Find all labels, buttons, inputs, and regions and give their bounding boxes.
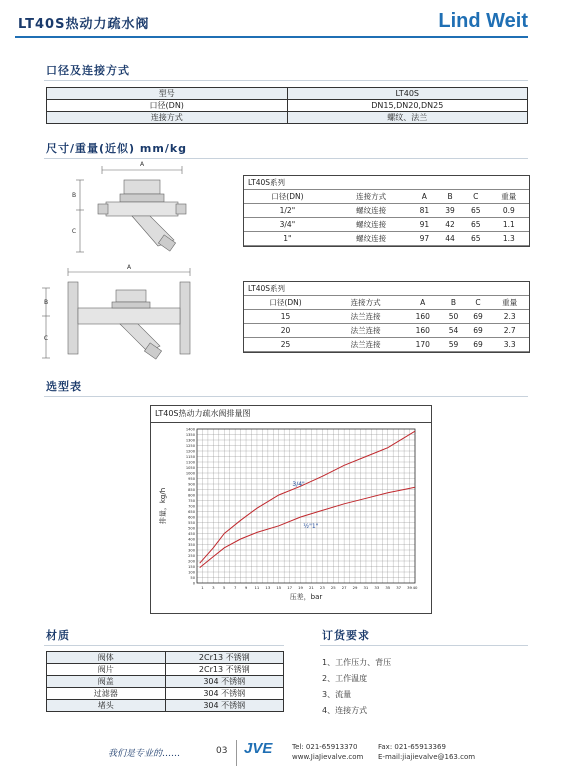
y-tick-label: 150 bbox=[188, 565, 195, 569]
x-tick-label: 13 bbox=[265, 585, 271, 590]
table-cell: 螺纹连接 bbox=[331, 232, 412, 246]
section-title-connection: 口径及连接方式 bbox=[46, 64, 130, 77]
y-tick-label: 450 bbox=[188, 532, 195, 536]
x-tick-label: 1 bbox=[201, 585, 204, 590]
footer-website: www.JiaJievalve.com bbox=[292, 753, 364, 761]
y-tick-label: 50 bbox=[190, 576, 195, 580]
y-tick-label: 1350 bbox=[185, 433, 195, 437]
x-tick-label: 37 bbox=[396, 585, 402, 590]
table-cell: 42 bbox=[437, 218, 463, 232]
x-tick-label: 25 bbox=[330, 585, 336, 590]
company-logo: JVE bbox=[244, 740, 273, 757]
x-axis-label: 压差，bar bbox=[289, 593, 323, 601]
flanged-valve-drawing bbox=[40, 262, 230, 366]
table-row bbox=[47, 88, 528, 100]
footer-slogan: 我们是专业的…… bbox=[108, 749, 181, 759]
column-header: A bbox=[412, 190, 438, 204]
table-cell: 69 bbox=[466, 338, 491, 352]
order-item: 1、工作压力、背压 bbox=[322, 658, 392, 667]
dimension-label-c: C bbox=[43, 335, 49, 342]
column-header: B bbox=[437, 190, 463, 204]
x-tick-label: 11 bbox=[254, 585, 260, 590]
section-divider bbox=[44, 396, 528, 397]
dimension-label-a: A bbox=[139, 161, 145, 168]
table-header-row bbox=[244, 296, 529, 310]
part-material: 304 不锈钢 bbox=[165, 688, 284, 700]
part-name: 阀体 bbox=[47, 652, 166, 664]
table-cell: 69 bbox=[466, 310, 491, 324]
y-tick-label: 400 bbox=[188, 537, 195, 542]
y-tick-label: 1300 bbox=[185, 438, 195, 443]
table-cell: 3/4" bbox=[244, 218, 331, 232]
material-table bbox=[46, 651, 284, 712]
table-cell: 39 bbox=[437, 204, 463, 218]
y-tick-label: 750 bbox=[188, 499, 195, 503]
y-tick-label: 1250 bbox=[185, 444, 195, 448]
table-cell: 97 bbox=[412, 232, 438, 246]
table-row bbox=[244, 310, 529, 324]
table-cell: 65 bbox=[463, 232, 489, 246]
y-tick-label: 0 bbox=[192, 581, 195, 586]
brand-logo: Lind Weit bbox=[438, 10, 528, 32]
y-tick-label: 200 bbox=[188, 559, 195, 564]
table-row bbox=[47, 652, 284, 664]
y-tick-label: 1150 bbox=[185, 455, 195, 459]
section-divider bbox=[44, 645, 284, 646]
x-tick-label: 23 bbox=[319, 585, 325, 590]
x-tick-label: 7 bbox=[233, 585, 237, 590]
dimension-label-a: A bbox=[126, 264, 132, 271]
x-tick-label: 40 bbox=[412, 585, 418, 590]
footer-divider bbox=[236, 740, 237, 766]
series-label: 3/4" bbox=[292, 481, 305, 489]
table-row bbox=[244, 218, 529, 232]
x-tick-label: 33 bbox=[374, 585, 380, 590]
footer-email: E-mail:jiajievalve@163.com bbox=[378, 753, 476, 761]
section-divider bbox=[320, 645, 528, 646]
column-header: C bbox=[463, 190, 489, 204]
y-tick-label: 600 bbox=[188, 515, 195, 520]
table-row bbox=[244, 204, 529, 218]
table-cell: 螺纹连接 bbox=[331, 218, 412, 232]
section-title-selection: 选型表 bbox=[46, 380, 82, 393]
spec-value: DN15,DN20,DN25 bbox=[287, 100, 528, 112]
y-tick-label: 1400 bbox=[185, 427, 195, 432]
table-cell: 2.7 bbox=[490, 324, 529, 338]
x-tick-label: 17 bbox=[287, 585, 293, 590]
y-tick-label: 950 bbox=[188, 477, 195, 481]
column-header: 重量 bbox=[489, 190, 529, 204]
order-item: 3、流量 bbox=[322, 690, 352, 699]
threaded-valve-drawing bbox=[62, 160, 222, 260]
y-tick-label: 250 bbox=[188, 554, 195, 558]
dimension-label-b: B bbox=[43, 299, 49, 306]
table-row bbox=[47, 688, 284, 700]
table-cell: 81 bbox=[412, 204, 438, 218]
part-name: 阀片 bbox=[47, 664, 166, 676]
table-cell: 91 bbox=[412, 218, 438, 232]
y-tick-label: 300 bbox=[188, 548, 195, 553]
table-cell: 69 bbox=[466, 324, 491, 338]
table-cell: 法兰连接 bbox=[327, 310, 404, 324]
order-item: 2、工作温度 bbox=[322, 674, 368, 683]
x-tick-label: 19 bbox=[298, 585, 303, 590]
table-cell: 2.3 bbox=[490, 310, 529, 324]
part-name: 过滤器 bbox=[47, 688, 166, 700]
part-material: 304 不锈钢 bbox=[165, 676, 284, 688]
y-tick-label: 1100 bbox=[185, 460, 195, 465]
y-tick-label: 1200 bbox=[185, 449, 195, 454]
dimension-label-c: C bbox=[71, 228, 77, 235]
x-tick-label: 29 bbox=[352, 585, 358, 590]
y-tick-label: 100 bbox=[188, 570, 195, 575]
series-label: ½"1" bbox=[303, 523, 319, 530]
part-material: 304 不锈钢 bbox=[165, 700, 284, 712]
table-cell: 160 bbox=[404, 310, 441, 324]
header-divider bbox=[15, 36, 528, 38]
column-header: A bbox=[404, 296, 441, 310]
table-cell: 1.3 bbox=[489, 232, 529, 246]
x-tick-label: 21 bbox=[309, 585, 314, 590]
table-row bbox=[47, 664, 284, 676]
section-title-order: 订货要求 bbox=[322, 629, 370, 642]
table-cell: 44 bbox=[437, 232, 463, 246]
table-cell: 54 bbox=[441, 324, 466, 338]
x-tick-label: 5 bbox=[223, 585, 226, 590]
table-row bbox=[244, 324, 529, 338]
spec-table bbox=[46, 87, 528, 124]
x-tick-label: 27 bbox=[341, 585, 347, 590]
table-row bbox=[244, 232, 529, 246]
spec-value: 螺纹、法兰 bbox=[287, 112, 528, 124]
flow-chart-panel bbox=[150, 405, 432, 614]
column-header: 连接方式 bbox=[327, 296, 404, 310]
table-cell: 15 bbox=[244, 310, 327, 324]
footer-fax: Fax: 021-65913369 bbox=[378, 743, 446, 751]
column-header: B bbox=[441, 296, 466, 310]
table-cell: 1" bbox=[244, 232, 331, 246]
y-tick-label: 900 bbox=[188, 482, 195, 487]
y-tick-label: 350 bbox=[188, 543, 195, 547]
y-tick-label: 800 bbox=[188, 493, 195, 498]
y-tick-label: 700 bbox=[188, 504, 195, 509]
section-title-dimensions: 尺寸/重量(近似) mm/kg bbox=[46, 142, 188, 155]
y-tick-label: 550 bbox=[188, 521, 195, 525]
table-cell: 160 bbox=[404, 324, 441, 338]
table-cell: 65 bbox=[463, 204, 489, 218]
column-header: 重量 bbox=[490, 296, 529, 310]
section-divider bbox=[44, 80, 528, 81]
dimension-table-flanged bbox=[243, 281, 530, 353]
y-tick-label: 500 bbox=[188, 526, 195, 531]
y-axis-label: 排量，kg/h bbox=[159, 487, 167, 525]
y-tick-label: 1000 bbox=[185, 471, 195, 476]
part-name: 阀盖 bbox=[47, 676, 166, 688]
table-cell: 170 bbox=[404, 338, 441, 352]
table-cell: 59 bbox=[441, 338, 466, 352]
table-title: LT40S系列 bbox=[244, 282, 529, 296]
x-tick-label: 31 bbox=[363, 585, 369, 590]
table-header-row bbox=[244, 190, 529, 204]
table-cell: 50 bbox=[441, 310, 466, 324]
x-tick-label: 3 bbox=[212, 585, 215, 590]
table-cell: 3.3 bbox=[490, 338, 529, 352]
part-material: 2Cr13 不锈钢 bbox=[165, 652, 284, 664]
table-title: LT40S系列 bbox=[244, 176, 529, 190]
column-header: C bbox=[466, 296, 491, 310]
table-cell: 25 bbox=[244, 338, 327, 352]
x-tick-label: 9 bbox=[244, 585, 248, 590]
section-divider bbox=[44, 158, 528, 159]
table-cell: 1/2" bbox=[244, 204, 331, 218]
dimension-table-threaded bbox=[243, 175, 530, 247]
column-header: 口径(DN) bbox=[244, 296, 327, 310]
table-cell: 0.9 bbox=[489, 204, 529, 218]
table-cell: 法兰连接 bbox=[327, 324, 404, 338]
spec-value: LT40S bbox=[287, 88, 528, 100]
chart-title: LT40S热动力疏水阀排量图 bbox=[151, 406, 431, 423]
dimension-label-b: B bbox=[71, 192, 77, 199]
column-header: 连接方式 bbox=[331, 190, 412, 204]
y-tick-label: 850 bbox=[188, 488, 195, 492]
part-material: 2Cr13 不锈钢 bbox=[165, 664, 284, 676]
spec-label: 口径(DN) bbox=[47, 100, 288, 112]
y-tick-label: 1050 bbox=[185, 466, 195, 470]
page-number: 03 bbox=[216, 746, 228, 756]
table-row bbox=[47, 700, 284, 712]
y-tick-label: 650 bbox=[188, 510, 195, 514]
table-row bbox=[244, 338, 529, 352]
page-title: LT40S热动力疏水阀 bbox=[18, 17, 150, 32]
table-row bbox=[47, 112, 528, 124]
part-name: 堵头 bbox=[47, 700, 166, 712]
column-header: 口径(DN) bbox=[244, 190, 331, 204]
table-row bbox=[47, 100, 528, 112]
spec-label: 型号 bbox=[47, 88, 288, 100]
section-title-material: 材质 bbox=[46, 629, 70, 642]
spec-label: 连接方式 bbox=[47, 112, 288, 124]
x-tick-label: 35 bbox=[385, 585, 391, 590]
footer-tel: Tel: 021-65913370 bbox=[292, 743, 358, 751]
order-item: 4、连接方式 bbox=[322, 706, 368, 715]
table-cell: 65 bbox=[463, 218, 489, 232]
flow-chart bbox=[151, 423, 431, 613]
table-row bbox=[47, 676, 284, 688]
table-cell: 法兰连接 bbox=[327, 338, 404, 352]
table-cell: 螺纹连接 bbox=[331, 204, 412, 218]
x-tick-label: 39 bbox=[407, 585, 412, 590]
table-cell: 20 bbox=[244, 324, 327, 338]
x-tick-label: 15 bbox=[276, 585, 282, 590]
table-cell: 1.1 bbox=[489, 218, 529, 232]
